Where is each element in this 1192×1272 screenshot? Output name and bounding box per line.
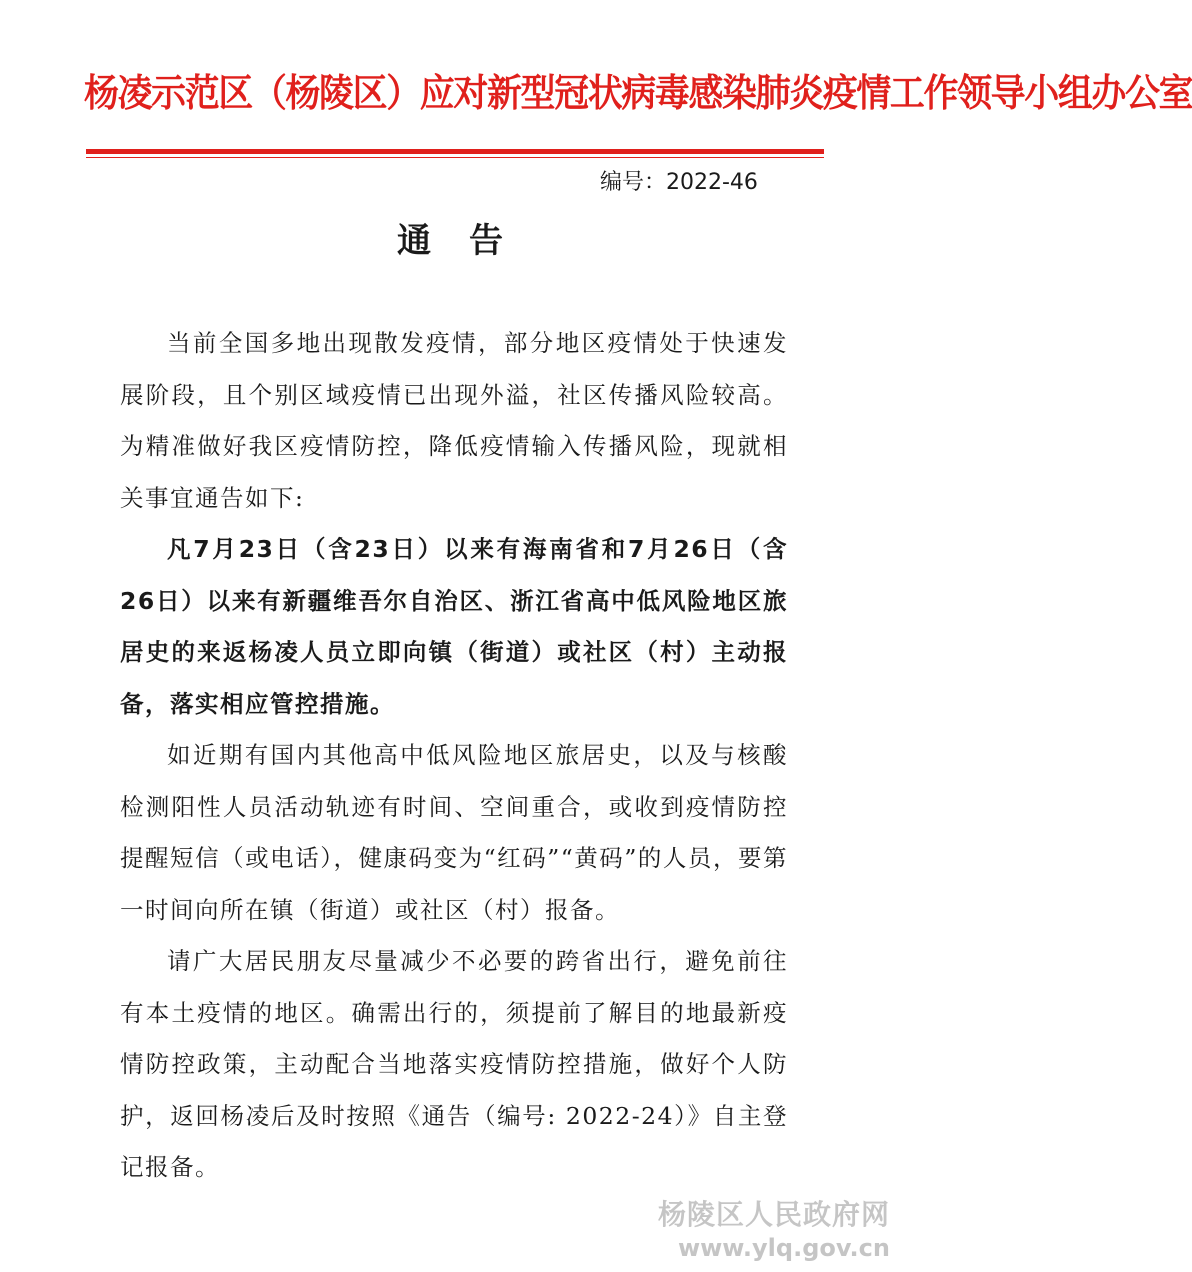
- paragraph-travel-advice: 请广大居民朋友尽量减少不必要的跨省出行，避免前往有本土疫情的地区。确需出行的，须提前了解目的地最新疫情防控政策，主动配合当地落实疫情防控措施，做好个人防护，返回杨凌后及时按照《通告（编号: 2022-24）》自主登记报备。: [120, 947, 788, 1181]
- watermark-site-name: 杨陵区人民政府网: [657, 1198, 890, 1231]
- paragraph-report-requirement: 凡7月23日（含23日）以来有海南省和7月26日（含26日）以来有新疆维吾尔自治区、浙江省高中低风险地区旅居史的来返杨凌人员立即向镇（街道）或社区（村）主动报备，落实相应管控措施。: [120, 535, 788, 718]
- site-watermark: [590, 1198, 890, 1264]
- watermark-url: www.ylq.gov.cn: [677, 1234, 890, 1262]
- paragraph-intro: 当前全国多地出现散发疫情，部分地区疫情处于快速发展阶段，且个别区域疫情已出现外溢，社区传播风险较高。为精准做好我区疫情防控，降低疫情输入传播风险，现就相关事宜通告如下:: [120, 329, 788, 512]
- document-title: 通告: [397, 221, 541, 261]
- document-body: [120, 318, 788, 1194]
- header-rule-thick: [86, 149, 824, 154]
- issuing-office-header: 杨凌示范区（杨陵区）应对新型冠状病毒感染肺炎疫情工作领导小组办公室: [84, 71, 1192, 115]
- header-rule-thin: [86, 157, 824, 158]
- paragraph-other-risk-areas: 如近期有国内其他高中低风险地区旅居史，以及与核酸检测阳性人员活动轨迹有时间、空间重合，或收到疫情防控提醒短信（或电话），健康码变为“红码”“黄码”的人员，要第一时间向所在镇（街道）或社区（村）报备。: [120, 741, 788, 924]
- document-number: 编号：2022-46: [600, 170, 758, 195]
